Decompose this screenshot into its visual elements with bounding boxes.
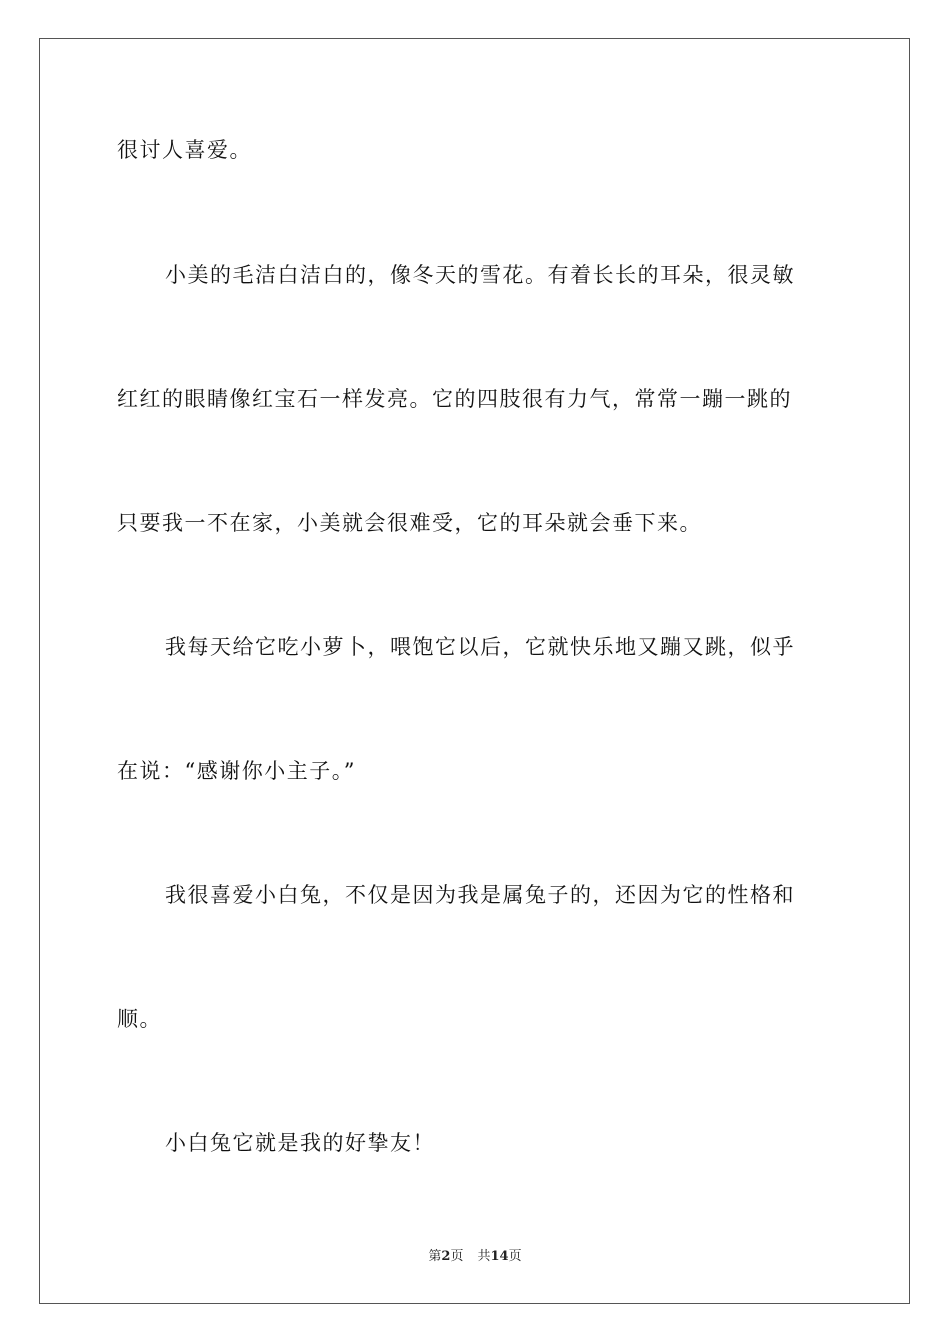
total-suffix: 页: [508, 1249, 522, 1264]
paragraph-line-9: 小白兔它就是我的好挚友！: [165, 1131, 435, 1155]
total-pages: 14: [490, 1249, 509, 1264]
text-line-6: 在说：“感谢你小主子。”: [117, 759, 356, 783]
text-line-8: 顺。: [117, 1007, 162, 1031]
text-line-3: 红红的眼睛像红宝石一样发亮。它的四肢很有力气，常常一蹦一跳的: [117, 387, 792, 411]
paragraph-line-7: 我很喜爱小白兔，不仅是因为我是属兔子的，还因为它的性格和: [165, 883, 795, 907]
paragraph-line-2: 小美的毛洁白洁白的，像冬天的雪花。有着长长的耳朵，很灵敏: [165, 263, 795, 287]
page-suffix: 页: [450, 1249, 464, 1264]
text-line-4: 只要我一不在家，小美就会很难受，它的耳朵就会垂下来。: [117, 511, 702, 535]
page-footer: [0, 1249, 950, 1265]
text-line-1: 很讨人喜爱。: [117, 138, 252, 162]
page-prefix: 第: [428, 1249, 442, 1264]
page-border: [39, 38, 910, 1304]
paragraph-line-5: 我每天给它吃小萝卜，喂饱它以后，它就快乐地又蹦又跳，似乎: [165, 635, 795, 659]
page-number: 2: [441, 1249, 451, 1264]
total-prefix: 共: [477, 1249, 491, 1264]
